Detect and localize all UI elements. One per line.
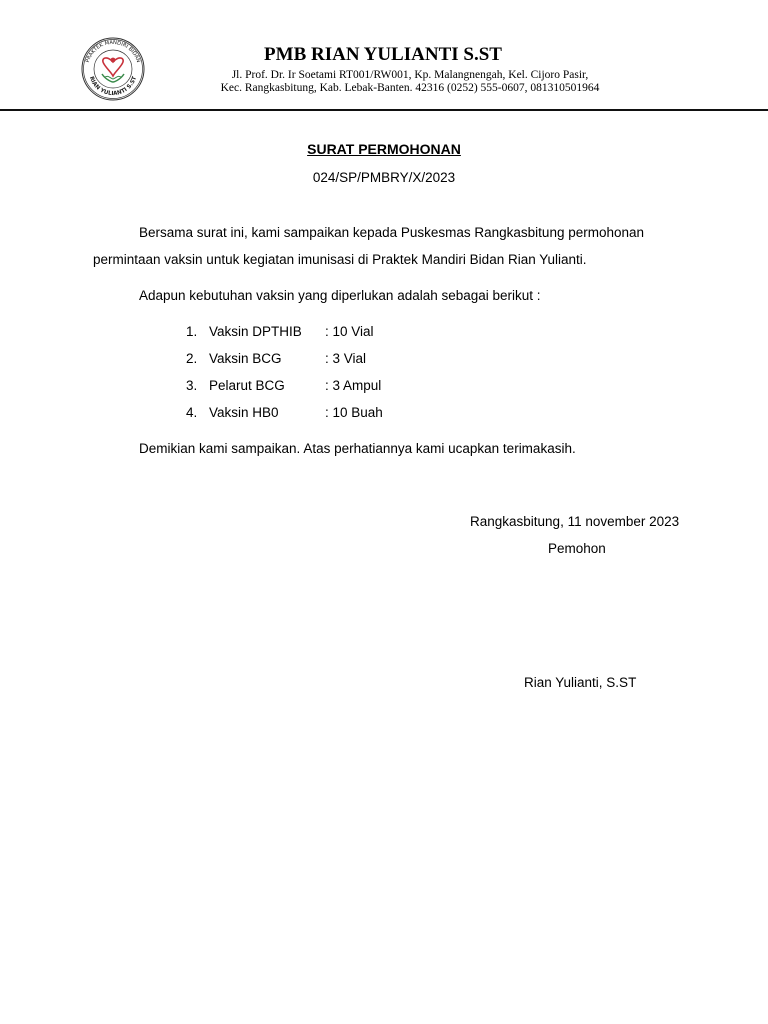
item-name: Vaksin BCG xyxy=(209,351,282,366)
item-name: Vaksin DPTHIB xyxy=(209,324,302,339)
letterhead xyxy=(0,0,768,112)
signature-role: Pemohon xyxy=(548,541,606,556)
item-quantity: : 3 Vial xyxy=(325,351,367,366)
org-name: PMB RIAN YULIANTI S.ST xyxy=(264,44,502,65)
item-number: 1. xyxy=(186,324,198,339)
opening-paragraph-line-2: permintaan vaksin untuk kegiatan imunisasi di Praktek Mandiri Bidan Rian Yulianti. xyxy=(93,252,587,267)
requirements-intro: Adapun kebutuhan vaksin yang diperlukan adalah sebagai berikut : xyxy=(139,288,541,303)
item-quantity: : 10 Vial xyxy=(325,324,374,339)
clinic-logo xyxy=(76,36,150,102)
item-name: Pelarut BCG xyxy=(209,378,285,393)
item-quantity: : 3 Ampul xyxy=(325,378,382,393)
signature-place-date: Rangkasbitung, 11 november 2023 xyxy=(470,514,680,529)
letterhead-divider xyxy=(0,109,768,111)
svg-text:RIAN YULIANTI S.ST: RIAN YULIANTI S.ST xyxy=(87,75,139,98)
closing-paragraph: Demikian kami sampaikan. Atas perhatiannya kami ucapkan terimakasih. xyxy=(139,441,576,456)
signature-name: Rian Yulianti, S.ST xyxy=(524,675,637,690)
svg-text:PRAKTEK MANDIRI BIDAN: PRAKTEK MANDIRI BIDAN xyxy=(84,39,142,64)
letter-title: SURAT PERMOHONAN xyxy=(307,141,461,157)
item-number: 2. xyxy=(186,351,198,366)
item-name: Vaksin HB0 xyxy=(209,405,279,420)
letter-number: 024/SP/PMBRY/X/2023 xyxy=(312,170,456,185)
address-line-1: Jl. Prof. Dr. Ir Soetami RT001/RW001, Kp. Malangnengah, Kel. Cijoro Pasir, xyxy=(231,69,589,81)
item-number: 3. xyxy=(186,378,198,393)
address-line-2: Kec. Rangkasbitung, Kab. Lebak-Banten. 42316 (0252) 555-0607, 081310501964 xyxy=(220,82,600,94)
opening-paragraph-line-1: Bersama surat ini, kami sampaikan kepada Puskesmas Rangkasbitung permohonan xyxy=(139,225,645,240)
item-number: 4. xyxy=(186,405,198,420)
item-quantity: : 10 Buah xyxy=(325,405,383,420)
